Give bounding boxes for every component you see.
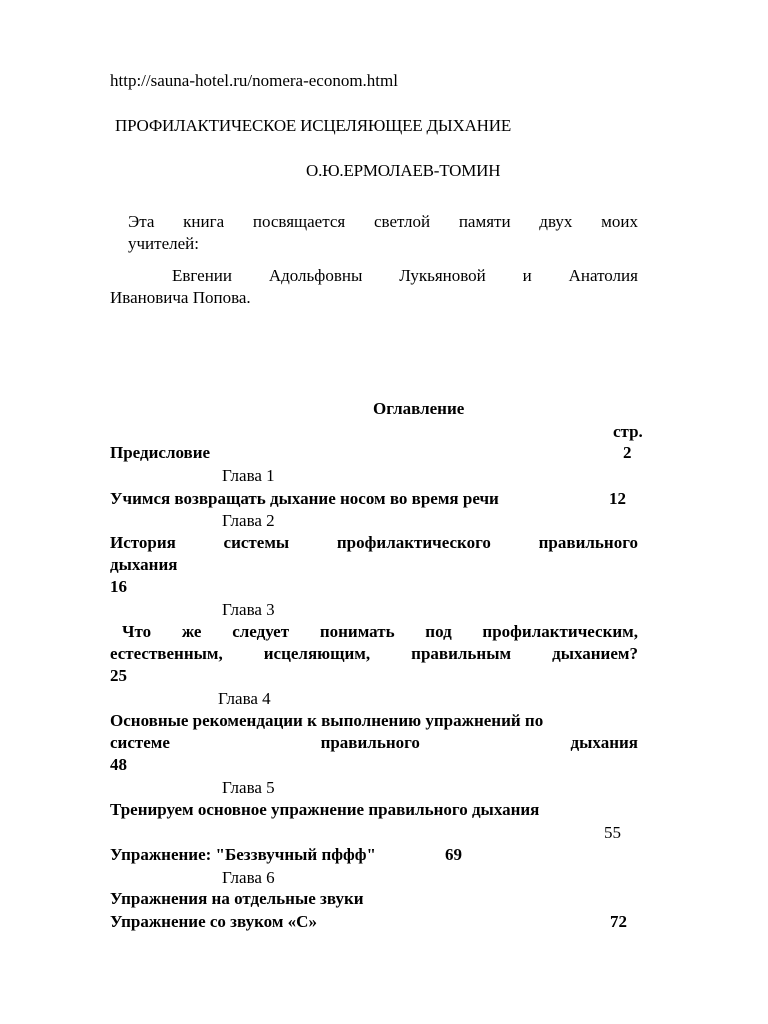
toc-chapter-4-label: Глава 4 xyxy=(218,689,271,708)
toc-word: дыхания xyxy=(570,733,638,752)
toc-word: естественным, xyxy=(110,644,223,663)
dedication-word: посвящается xyxy=(252,212,346,231)
book-title: ПРОФИЛАКТИЧЕСКОЕ ИСЦЕЛЯЮЩЕЕ ДЫХАНИЕ xyxy=(115,116,512,135)
toc-page-label: стр. xyxy=(613,422,643,441)
toc-word: системы xyxy=(223,533,290,552)
toc-chapter-3-title-line-2[interactable] xyxy=(110,643,638,665)
toc-chapter-4-page: 48 xyxy=(110,755,127,774)
dedication-word: и xyxy=(522,266,532,285)
dedication-line-2: учителей: xyxy=(128,234,199,253)
toc-chapter-2-page: 16 xyxy=(110,577,127,596)
toc-chapter-2-title-line-1[interactable] xyxy=(110,532,638,554)
toc-chapter-5-page: 55 xyxy=(604,823,621,842)
toc-word: правильного xyxy=(538,533,638,552)
toc-word: правильного xyxy=(320,733,420,752)
toc-chapter-5-title[interactable]: Тренируем основное упражнение правильного дыхания xyxy=(110,800,540,819)
toc-chapter-6-title[interactable]: Упражнения на отдельные звуки xyxy=(110,889,364,908)
source-url[interactable]: http://sauna-hotel.ru/nomera-econom.html xyxy=(110,71,398,90)
toc-word: дыханием? xyxy=(552,644,638,663)
dedication-word: светлой xyxy=(373,212,431,231)
dedication-word: моих xyxy=(601,212,638,231)
toc-chapter-1-label: Глава 1 xyxy=(222,466,275,485)
toc-chapter-6-exercise-title[interactable]: Упражнение со звуком «С» xyxy=(110,912,317,931)
toc-preface-title[interactable]: Предисловие xyxy=(110,443,211,462)
toc-preface-page: 2 xyxy=(623,443,632,462)
dedication-line-4: Ивановича Попова. xyxy=(110,288,251,307)
toc-word: исцеляющим, xyxy=(263,644,371,663)
toc-chapter-1-page: 12 xyxy=(609,489,626,508)
toc-word: системе xyxy=(110,733,170,752)
toc-word: Что xyxy=(122,622,152,641)
dedication-word: памяти xyxy=(458,212,511,231)
toc-word: под xyxy=(425,622,452,641)
toc-word: профилактического xyxy=(336,533,491,552)
dedication-word: книга xyxy=(183,212,225,231)
toc-chapter-6-exercise-page: 72 xyxy=(610,912,627,931)
toc-word: же xyxy=(181,622,202,641)
toc-chapter-2-label: Глава 2 xyxy=(222,511,275,530)
toc-heading: Оглавление xyxy=(373,399,465,418)
dedication-word: двух xyxy=(539,212,573,231)
toc-chapter-4-title-line-2[interactable] xyxy=(110,732,638,754)
toc-chapter-2-title-line-2[interactable]: дыхания xyxy=(110,555,178,574)
toc-chapter-5-label: Глава 5 xyxy=(222,778,275,797)
toc-chapter-6-label: Глава 6 xyxy=(222,868,275,887)
toc-chapter-4-title-line-1[interactable]: Основные рекомендации к выполнению упражнений по xyxy=(110,711,544,730)
dedication-word: Адольфовны xyxy=(268,266,363,285)
toc-word: История xyxy=(110,533,176,552)
dedication-word: Анатолия xyxy=(568,266,638,285)
dedication-word: Эта xyxy=(128,212,155,231)
dedication-line-3 xyxy=(172,265,638,287)
toc-chapter-3-label: Глава 3 xyxy=(222,600,275,619)
toc-word: следует xyxy=(232,622,290,641)
toc-word: понимать xyxy=(319,622,395,641)
toc-word: правильным xyxy=(411,644,512,663)
toc-chapter-5-exercise-title[interactable]: Упражнение: "Беззвучный пффф" xyxy=(110,845,376,864)
dedication-line-1 xyxy=(128,211,638,233)
toc-chapter-5-exercise-page: 69 xyxy=(445,845,462,864)
toc-word: профилактическим, xyxy=(482,622,638,641)
toc-chapter-3-page: 25 xyxy=(110,666,127,685)
book-author: О.Ю.ЕРМОЛАЕВ-ТОМИН xyxy=(306,161,501,180)
dedication-word: Евгении xyxy=(172,266,232,285)
toc-chapter-3-title-line-1[interactable] xyxy=(122,621,638,643)
toc-chapter-1-title[interactable]: Учимся возвращать дыхание носом во время речи xyxy=(110,489,499,508)
dedication-word: Лукьяновой xyxy=(399,266,486,285)
